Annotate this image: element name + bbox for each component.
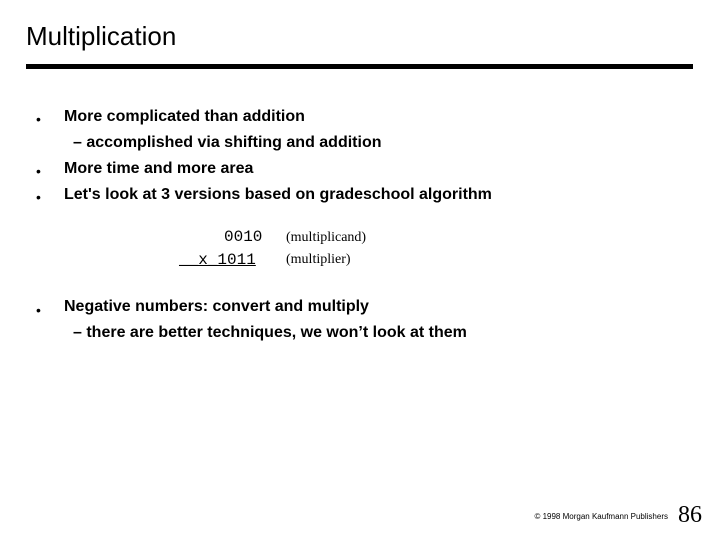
bullet-text: Negative numbers: convert and multiply <box>64 298 369 315</box>
multiplier-note: (multiplier) <box>286 252 351 267</box>
title-rule <box>26 64 693 69</box>
bullet-marker: • <box>36 189 41 205</box>
bullet-text: Let's look at 3 versions based on gradeschool algorithm <box>64 186 492 203</box>
bullet-text: More complicated than addition <box>64 108 305 125</box>
bullet-marker: • <box>36 163 41 179</box>
sub-bullet-text: – accomplished via shifting and addition <box>73 134 382 151</box>
multiplier-value: __x_1011 <box>179 251 256 269</box>
bullet-marker: • <box>36 111 41 127</box>
multiplicand-value: 0010 <box>224 228 263 246</box>
footer-credit: © 1998 Morgan Kaufmann Publishers <box>534 512 668 521</box>
slide-title: Multiplication <box>26 21 177 51</box>
bullet-marker: • <box>36 302 41 318</box>
sub-bullet-text: – there are better techniques, we won’t look at them <box>73 324 467 341</box>
bullet-text: More time and more area <box>64 160 254 177</box>
page-number: 86 <box>678 502 702 528</box>
multiplicand-note: (multiplicand) <box>286 230 367 245</box>
